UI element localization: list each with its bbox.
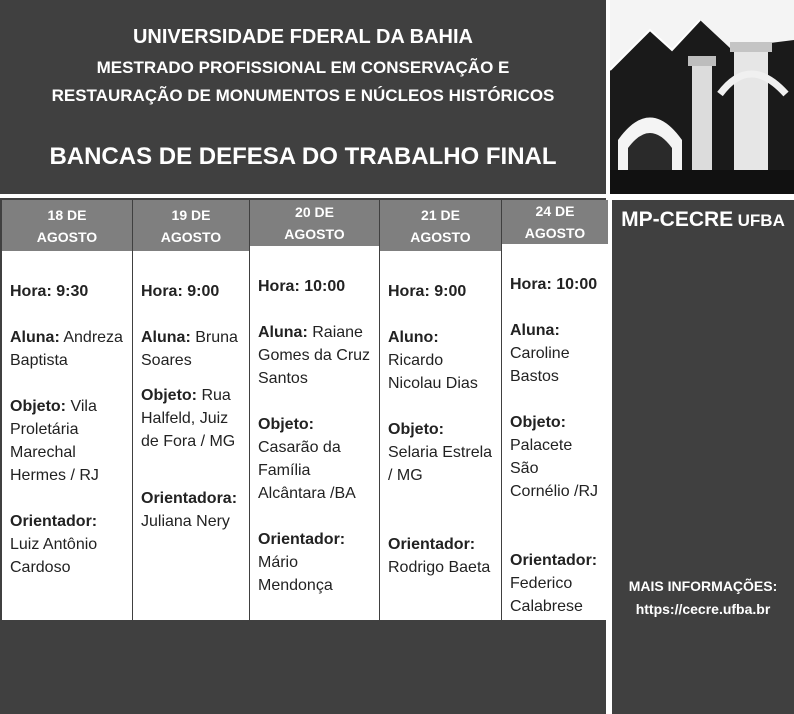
schedule-column [2,200,133,620]
advisor-label: Orientador: [510,552,598,569]
hora-value: 10:00 [304,278,346,295]
date-day: 19 DE [171,206,211,223]
building-illustration [610,0,794,194]
website-link[interactable]: https://cecre.ufba.br [635,601,771,617]
date-header [502,200,608,244]
advisor-label: Orientador: [10,513,98,530]
defense-details [502,244,608,641]
date-header [133,200,249,251]
hora-label: Hora: [510,276,552,293]
object-value: Vila Proletária Marechal Hermes / RJ [10,398,99,484]
schedule-columns [2,200,608,620]
hora-value: 9:00 [434,283,467,300]
student-name: Bruna Soares [141,329,238,369]
advisor-name: Luiz Antônio Cardoso [10,536,98,576]
date-day: 24 DE [535,203,575,219]
student-label: Aluno: [388,329,439,346]
advisor-label: Orientador: [258,531,346,548]
student-name: Caroline Bastos [510,345,570,385]
schedule-column [502,200,608,620]
date-day: 18 DE [47,206,87,223]
object-value: Selaria Estrela / MG [388,444,493,484]
object-value: Rua Halfeld, Juiz de Fora / MG [141,387,236,450]
date-header [2,200,132,251]
advisor-name: Federico Calabrese [510,575,583,615]
object-label: Objeto: [388,421,444,438]
defense-details [250,246,379,620]
advisor-label: Orientadora: [141,490,238,507]
date-day: 20 DE [295,204,334,220]
date-month: AGOSTO [284,226,345,242]
defense-details [380,251,501,602]
object-label: Objeto: [141,387,197,404]
hora-label: Hora: [10,283,52,300]
hora-value: 10:00 [556,276,598,293]
student-label: Aluna: [258,324,308,341]
brand-suffix: UFBA [737,211,785,230]
advisor-name: Juliana Nery [141,513,230,530]
advisor-name: Mário Mendonça [258,554,333,594]
hora-value: 9:30 [56,283,89,300]
date-month: AGOSTO [36,228,98,245]
university-name: UNIVERSIDADE FDERAL DA BAHIA [132,26,474,48]
program-line-1: MESTRADO PROFISSIONAL EM CONSERVAÇÃO E [96,58,510,77]
building-photo [610,0,794,194]
info-panel [612,200,794,714]
hora-label: Hora: [388,283,430,300]
student-name: Andreza Baptista [10,329,123,369]
date-month: AGOSTO [160,228,222,245]
object-value: Palacete São Cornélio /RJ [510,437,599,500]
hora-label: Hora: [258,278,300,295]
brand-name: MP-CECRE [621,208,734,231]
student-label: Aluna: [510,322,560,339]
date-month: AGOSTO [524,225,586,241]
advisor-label: Orientador: [388,536,476,553]
defense-details [2,251,132,602]
date-header [250,200,379,246]
schedule-column [133,200,250,620]
object-label: Objeto: [258,416,314,433]
header-banner [0,0,606,194]
advisor-name: Rodrigo Baeta [388,559,491,576]
more-info [612,575,794,621]
student-name: Raiane Gomes da Cruz Santos [258,324,371,387]
student-label: Aluna: [10,329,60,346]
hora-value: 9:00 [187,283,220,300]
date-header [380,200,501,251]
hora-label: Hora: [141,283,183,300]
schedule-column [380,200,502,620]
program-line-2: RESTAURAÇÃO DE MONUMENTOS E NÚCLEOS HISTÓRICOS [51,86,555,105]
object-label: Objeto: [10,398,66,415]
page-title: BANCAS DE DEFESA DO TRABALHO FINAL [49,143,557,170]
program-brand [612,208,794,232]
date-day: 21 DE [421,206,460,223]
schedule-column [250,200,380,620]
date-month: AGOSTO [410,228,471,245]
object-value: Casarão da Família Alcântara /BA [258,439,356,502]
student-label: Aluna: [141,329,191,346]
more-info-label: MAIS INFORMAÇÕES: [628,578,778,594]
object-label: Objeto: [510,414,566,431]
student-name: Ricardo Nicolau Dias [388,352,478,392]
schedule-table [0,198,606,714]
defense-details [133,251,249,556]
